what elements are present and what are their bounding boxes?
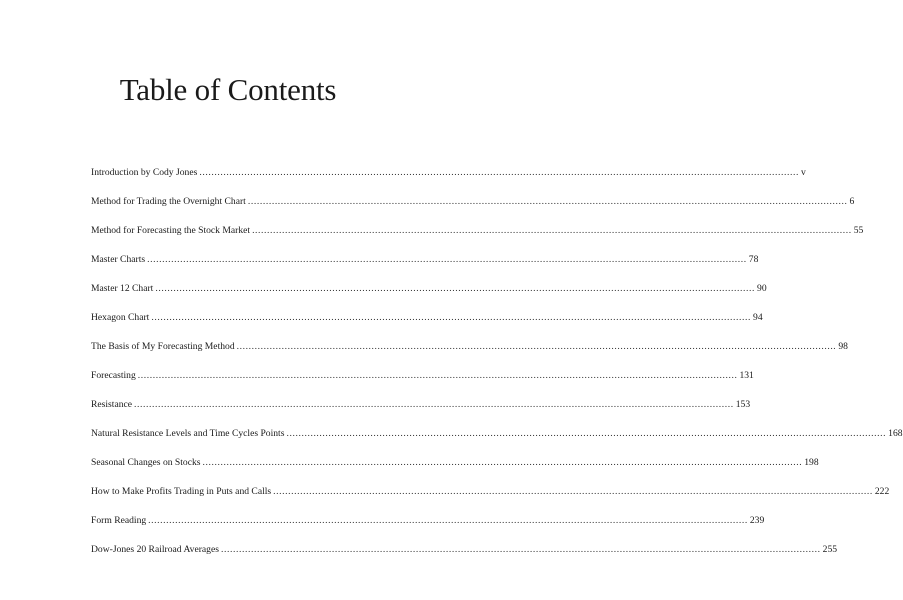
dot-leader: ........................................................................................................................................................................................................ <box>273 486 873 497</box>
toc-entry-title: How to Make Profits Trading in Puts and Calls <box>91 486 272 497</box>
toc-entry-title: Master 12 Chart <box>91 283 154 294</box>
dot-leader: ........................................................................................................................................................................................................ <box>236 341 837 352</box>
toc-entry-page: v <box>801 167 806 178</box>
dot-leader: ........................................................................................................................................................................................................ <box>151 312 752 323</box>
toc-entry-title: Method for Forecasting the Stock Market <box>91 225 251 236</box>
toc-entry-title: Seasonal Changes on Stocks <box>91 457 201 468</box>
dot-leader: ........................................................................................................................................................................................................ <box>134 399 734 410</box>
dot-leader: ........................................................................................................................................................................................................ <box>247 196 848 207</box>
toc-entry-title: Method for Trading the Overnight Chart <box>91 196 246 207</box>
toc-entry-page: 90 <box>757 283 767 294</box>
toc-entry <box>91 369 754 398</box>
toc-entry <box>91 166 806 195</box>
toc-entry-title: Dow-Jones 20 Railroad Averages <box>91 544 219 555</box>
toc-entry-title: The Basis of My Forecasting Method <box>91 341 235 352</box>
toc-entry-page: 94 <box>753 312 763 323</box>
toc-entry <box>91 224 864 253</box>
toc-entry-page: 6 <box>849 196 855 207</box>
toc-entry-page: 222 <box>874 486 890 497</box>
toc-entry-title: Form Reading <box>91 515 147 526</box>
toc-entry <box>91 253 759 282</box>
dot-leader: ........................................................................................................................................................................................................ <box>148 515 748 526</box>
dot-leader: ........................................................................................................................................................................................................ <box>220 544 821 555</box>
dot-leader: ........................................................................................................................................................................................................ <box>199 167 800 178</box>
toc-list <box>91 166 903 572</box>
dot-leader: ........................................................................................................................................................................................................ <box>286 428 887 439</box>
dot-leader: ........................................................................................................................................................................................................ <box>147 254 747 265</box>
toc-entry <box>91 485 890 514</box>
toc-entry <box>91 514 765 543</box>
toc-entry <box>91 311 763 340</box>
toc-entry-page: 198 <box>804 457 819 468</box>
dot-leader: ........................................................................................................................................................................................................ <box>202 457 803 468</box>
toc-entry-title: Master Charts <box>91 254 146 265</box>
dot-leader: ........................................................................................................................................................................................................ <box>155 283 756 294</box>
toc-entry-title: Resistance <box>91 399 133 410</box>
toc-entry-page: 255 <box>822 544 838 555</box>
toc-entry-page: 153 <box>735 399 751 410</box>
toc-entry-title: Introduction by Cody Jones <box>91 167 198 178</box>
toc-entry <box>91 427 903 456</box>
toc-entry-title: Natural Resistance Levels and Time Cycles Points <box>91 428 285 439</box>
toc-entry-page: 168 <box>888 428 903 439</box>
toc-entry <box>91 456 819 485</box>
toc-entry <box>91 340 848 369</box>
page-title: Table of Contents <box>119 72 337 107</box>
toc-entry-title: Forecasting <box>91 370 136 381</box>
toc-entry <box>91 282 767 311</box>
dot-leader: ........................................................................................................................................................................................................ <box>137 370 738 381</box>
toc-entry <box>91 543 838 572</box>
toc-entry <box>91 195 855 224</box>
dot-leader: ........................................................................................................................................................................................................ <box>252 225 852 236</box>
toc-entry <box>91 398 751 427</box>
toc-entry-page: 131 <box>739 370 754 381</box>
toc-entry-page: 98 <box>838 341 848 352</box>
toc-entry-page: 239 <box>749 515 765 526</box>
toc-entry-page: 78 <box>748 254 759 265</box>
toc-entry-page: 55 <box>853 225 864 236</box>
toc-entry-title: Hexagon Chart <box>91 312 150 323</box>
